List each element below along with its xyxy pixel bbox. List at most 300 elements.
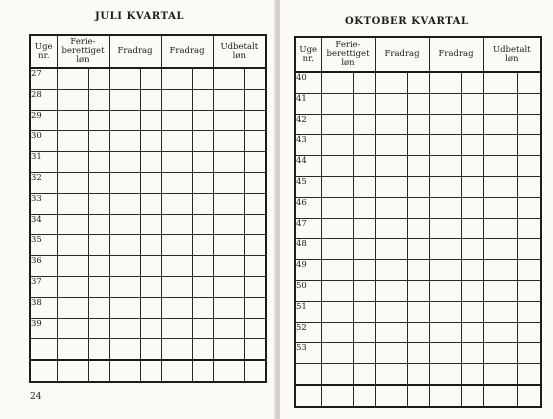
totals-row: [295, 385, 541, 407]
amount-kroner-cell[interactable]: [161, 152, 192, 173]
amount-kroner-cell[interactable]: [161, 68, 192, 89]
header-label: Udbetalt løn: [220, 41, 259, 61]
amount-ore-cell[interactable]: [407, 260, 429, 281]
amount-ore-cell[interactable]: [353, 301, 375, 322]
amount-ore-cell[interactable]: [353, 114, 375, 135]
week-number: 28: [31, 89, 42, 100]
amount-ore-cell[interactable]: [461, 135, 483, 156]
amount-kroner-cell[interactable]: [429, 343, 461, 364]
amount-ore-cell[interactable]: [244, 235, 266, 256]
amount-ore-cell[interactable]: [244, 89, 266, 110]
amount-kroner-cell[interactable]: [109, 152, 140, 173]
amount-ore-cell[interactable]: [140, 297, 161, 318]
amount-kroner-cell[interactable]: [57, 131, 88, 152]
amount-ore-cell[interactable]: [407, 93, 429, 114]
amount-kroner-cell[interactable]: [429, 280, 461, 301]
amount-ore-cell[interactable]: [353, 135, 375, 156]
spacer-cell: [353, 364, 375, 385]
amount-ore-cell[interactable]: [244, 276, 266, 297]
amount-kroner-cell[interactable]: [109, 318, 140, 339]
amount-kroner-cell[interactable]: [375, 280, 407, 301]
amount-ore-cell[interactable]: [461, 280, 483, 301]
amount-kroner-cell[interactable]: [213, 276, 244, 297]
table-row: [295, 343, 541, 364]
amount-ore-cell[interactable]: [461, 197, 483, 218]
amount-ore-cell[interactable]: [517, 322, 541, 343]
amount-kroner-cell[interactable]: [161, 131, 192, 152]
amount-kroner-cell[interactable]: [375, 322, 407, 343]
amount-kroner-cell[interactable]: [321, 135, 353, 156]
total-cell: [30, 360, 57, 382]
amount-kroner-cell[interactable]: [109, 214, 140, 235]
amount-ore-cell[interactable]: [140, 89, 161, 110]
amount-ore-cell[interactable]: [517, 301, 541, 322]
amount-ore-cell[interactable]: [244, 318, 266, 339]
week-number: 37: [31, 276, 42, 287]
amount-kroner-cell[interactable]: [483, 135, 517, 156]
week-number-cell: [295, 197, 321, 218]
amount-ore-cell[interactable]: [88, 214, 109, 235]
amount-kroner-cell[interactable]: [375, 176, 407, 197]
amount-kroner-cell[interactable]: [57, 214, 88, 235]
total-cell[interactable]: [109, 360, 140, 382]
spacer-cell: [517, 364, 541, 385]
week-number: 49: [296, 260, 307, 271]
amount-ore-cell[interactable]: [88, 110, 109, 131]
week-number-cell: [295, 239, 321, 260]
amount-kroner-cell[interactable]: [375, 114, 407, 135]
amount-kroner-cell[interactable]: [321, 156, 353, 177]
amount-kroner-cell[interactable]: [483, 176, 517, 197]
total-cell[interactable]: [407, 385, 429, 407]
amount-ore-cell[interactable]: [461, 114, 483, 135]
table-row: [295, 260, 541, 281]
amount-kroner-cell[interactable]: [483, 239, 517, 260]
amount-ore-cell[interactable]: [353, 197, 375, 218]
amount-ore-cell[interactable]: [88, 318, 109, 339]
amount-ore-cell[interactable]: [88, 89, 109, 110]
week-number: 52: [296, 322, 307, 333]
amount-kroner-cell[interactable]: [429, 114, 461, 135]
amount-ore-cell[interactable]: [140, 68, 161, 89]
total-cell[interactable]: [483, 385, 517, 407]
amount-ore-cell[interactable]: [140, 318, 161, 339]
amount-ore-cell[interactable]: [517, 156, 541, 177]
week-number: 38: [31, 297, 42, 308]
header-deduction-2: [429, 37, 483, 72]
header-label: Uge nr.: [34, 41, 53, 61]
amount-kroner-cell[interactable]: [109, 256, 140, 277]
amount-ore-cell[interactable]: [407, 343, 429, 364]
amount-kroner-cell[interactable]: [375, 156, 407, 177]
spacer-cell: [140, 339, 161, 360]
amount-kroner-cell[interactable]: [429, 72, 461, 93]
amount-ore-cell[interactable]: [192, 152, 213, 173]
amount-kroner-cell[interactable]: [429, 301, 461, 322]
totals-row: [30, 360, 266, 382]
amount-kroner-cell[interactable]: [321, 176, 353, 197]
week-number-cell: [30, 276, 57, 297]
amount-kroner-cell[interactable]: [483, 156, 517, 177]
total-cell[interactable]: [244, 360, 266, 382]
amount-kroner-cell[interactable]: [109, 110, 140, 131]
header-deduction-1: [109, 35, 161, 68]
amount-ore-cell[interactable]: [88, 152, 109, 173]
amount-ore-cell[interactable]: [517, 135, 541, 156]
amount-ore-cell[interactable]: [461, 218, 483, 239]
amount-ore-cell[interactable]: [461, 176, 483, 197]
amount-ore-cell[interactable]: [353, 280, 375, 301]
amount-kroner-cell[interactable]: [161, 172, 192, 193]
amount-kroner-cell[interactable]: [213, 110, 244, 131]
amount-ore-cell[interactable]: [353, 218, 375, 239]
week-number-cell: [295, 176, 321, 197]
total-cell[interactable]: [517, 385, 541, 407]
amount-kroner-cell[interactable]: [483, 260, 517, 281]
amount-ore-cell[interactable]: [461, 156, 483, 177]
table-row: [30, 193, 266, 214]
amount-kroner-cell[interactable]: [321, 93, 353, 114]
table-row: [295, 93, 541, 114]
right-page-title: OKTOBER KVARTAL: [345, 16, 469, 27]
amount-kroner-cell[interactable]: [321, 218, 353, 239]
amount-ore-cell[interactable]: [353, 343, 375, 364]
amount-kroner-cell[interactable]: [483, 72, 517, 93]
amount-ore-cell[interactable]: [517, 280, 541, 301]
week-number: 33: [31, 193, 42, 204]
total-cell[interactable]: [161, 360, 192, 382]
amount-ore-cell[interactable]: [517, 260, 541, 281]
week-number: 51: [296, 301, 307, 312]
amount-kroner-cell[interactable]: [57, 152, 88, 173]
amount-ore-cell[interactable]: [140, 172, 161, 193]
amount-kroner-cell[interactable]: [375, 218, 407, 239]
amount-kroner-cell[interactable]: [375, 301, 407, 322]
amount-kroner-cell[interactable]: [109, 172, 140, 193]
header-deduction-2: [161, 35, 213, 68]
oktober-quarter-rows: [295, 72, 541, 407]
amount-kroner-cell[interactable]: [429, 218, 461, 239]
amount-ore-cell[interactable]: [244, 214, 266, 235]
amount-kroner-cell[interactable]: [57, 297, 88, 318]
week-number-cell: [295, 343, 321, 364]
amount-kroner-cell[interactable]: [109, 89, 140, 110]
week-number-cell: [295, 156, 321, 177]
amount-ore-cell[interactable]: [244, 110, 266, 131]
amount-kroner-cell[interactable]: [161, 214, 192, 235]
amount-ore-cell[interactable]: [517, 93, 541, 114]
amount-ore-cell[interactable]: [407, 176, 429, 197]
table-row: [295, 135, 541, 156]
week-number-cell: [295, 218, 321, 239]
amount-ore-cell[interactable]: [517, 114, 541, 135]
spacer-row: [30, 339, 266, 360]
amount-ore-cell[interactable]: [461, 239, 483, 260]
amount-kroner-cell[interactable]: [321, 197, 353, 218]
amount-kroner-cell[interactable]: [213, 235, 244, 256]
amount-kroner-cell[interactable]: [429, 322, 461, 343]
amount-ore-cell[interactable]: [192, 172, 213, 193]
amount-kroner-cell[interactable]: [321, 301, 353, 322]
amount-ore-cell[interactable]: [517, 218, 541, 239]
amount-ore-cell[interactable]: [517, 239, 541, 260]
amount-ore-cell[interactable]: [88, 131, 109, 152]
amount-ore-cell[interactable]: [461, 72, 483, 93]
amount-kroner-cell[interactable]: [213, 131, 244, 152]
amount-ore-cell[interactable]: [192, 193, 213, 214]
total-cell[interactable]: [375, 385, 407, 407]
week-number: 30: [31, 131, 42, 142]
amount-kroner-cell[interactable]: [213, 172, 244, 193]
amount-kroner-cell[interactable]: [321, 239, 353, 260]
amount-kroner-cell[interactable]: [483, 322, 517, 343]
amount-ore-cell[interactable]: [192, 235, 213, 256]
amount-kroner-cell[interactable]: [109, 276, 140, 297]
week-number-cell: [30, 68, 57, 89]
week-number: 41: [296, 93, 307, 104]
header-week: [30, 35, 57, 68]
amount-kroner-cell[interactable]: [213, 68, 244, 89]
amount-kroner-cell[interactable]: [57, 68, 88, 89]
total-cell[interactable]: [140, 360, 161, 382]
amount-ore-cell[interactable]: [353, 93, 375, 114]
amount-ore-cell[interactable]: [407, 135, 429, 156]
amount-ore-cell[interactable]: [244, 68, 266, 89]
amount-ore-cell[interactable]: [140, 235, 161, 256]
week-number: 50: [296, 280, 307, 291]
amount-kroner-cell[interactable]: [321, 72, 353, 93]
amount-kroner-cell[interactable]: [161, 110, 192, 131]
amount-ore-cell[interactable]: [517, 176, 541, 197]
amount-ore-cell[interactable]: [88, 256, 109, 277]
total-cell[interactable]: [321, 385, 353, 407]
right-page: [280, 0, 553, 419]
amount-ore-cell[interactable]: [244, 152, 266, 173]
amount-kroner-cell[interactable]: [375, 260, 407, 281]
amount-ore-cell[interactable]: [244, 172, 266, 193]
amount-kroner-cell[interactable]: [483, 197, 517, 218]
amount-ore-cell[interactable]: [140, 276, 161, 297]
week-number-cell: [30, 193, 57, 214]
amount-kroner-cell[interactable]: [483, 114, 517, 135]
amount-kroner-cell[interactable]: [213, 256, 244, 277]
left-page-title: JULI KVARTAL: [95, 11, 185, 22]
amount-ore-cell[interactable]: [407, 322, 429, 343]
table-row: [295, 301, 541, 322]
total-cell[interactable]: [57, 360, 88, 382]
table-row: [295, 239, 541, 260]
amount-ore-cell[interactable]: [88, 235, 109, 256]
week-number-cell: [30, 318, 57, 339]
total-cell[interactable]: [429, 385, 461, 407]
header-payout: [483, 37, 541, 72]
amount-kroner-cell[interactable]: [213, 89, 244, 110]
amount-kroner-cell[interactable]: [57, 193, 88, 214]
total-cell[interactable]: [353, 385, 375, 407]
amount-ore-cell[interactable]: [407, 114, 429, 135]
week-number-cell: [30, 214, 57, 235]
amount-kroner-cell[interactable]: [213, 193, 244, 214]
amount-ore-cell[interactable]: [407, 197, 429, 218]
amount-ore-cell[interactable]: [192, 68, 213, 89]
amount-ore-cell[interactable]: [140, 131, 161, 152]
amount-ore-cell[interactable]: [461, 343, 483, 364]
table-row: [295, 176, 541, 197]
amount-kroner-cell[interactable]: [429, 239, 461, 260]
amount-ore-cell[interactable]: [88, 276, 109, 297]
amount-ore-cell[interactable]: [140, 110, 161, 131]
week-number-cell: [30, 256, 57, 277]
amount-ore-cell[interactable]: [407, 156, 429, 177]
amount-ore-cell[interactable]: [407, 301, 429, 322]
amount-ore-cell[interactable]: [140, 193, 161, 214]
week-number: 36: [31, 256, 42, 267]
amount-ore-cell[interactable]: [353, 322, 375, 343]
amount-ore-cell[interactable]: [407, 72, 429, 93]
amount-ore-cell[interactable]: [407, 218, 429, 239]
amount-ore-cell[interactable]: [353, 72, 375, 93]
table-row: [30, 235, 266, 256]
amount-ore-cell[interactable]: [407, 239, 429, 260]
amount-kroner-cell[interactable]: [321, 343, 353, 364]
amount-kroner-cell[interactable]: [429, 135, 461, 156]
table-row: [295, 72, 541, 93]
amount-ore-cell[interactable]: [140, 152, 161, 173]
amount-kroner-cell[interactable]: [161, 318, 192, 339]
spacer-cell: [192, 339, 213, 360]
amount-ore-cell[interactable]: [244, 193, 266, 214]
amount-kroner-cell[interactable]: [57, 276, 88, 297]
amount-kroner-cell[interactable]: [161, 193, 192, 214]
table-row: [30, 110, 266, 131]
amount-kroner-cell[interactable]: [161, 276, 192, 297]
table-row: [295, 156, 541, 177]
amount-ore-cell[interactable]: [461, 93, 483, 114]
amount-kroner-cell[interactable]: [375, 72, 407, 93]
amount-kroner-cell[interactable]: [483, 93, 517, 114]
amount-kroner-cell[interactable]: [213, 297, 244, 318]
amount-ore-cell[interactable]: [88, 172, 109, 193]
amount-ore-cell[interactable]: [140, 256, 161, 277]
amount-ore-cell[interactable]: [192, 318, 213, 339]
amount-ore-cell[interactable]: [517, 197, 541, 218]
amount-kroner-cell[interactable]: [213, 318, 244, 339]
amount-kroner-cell[interactable]: [321, 322, 353, 343]
amount-kroner-cell[interactable]: [109, 68, 140, 89]
amount-kroner-cell[interactable]: [109, 131, 140, 152]
amount-kroner-cell[interactable]: [429, 260, 461, 281]
amount-kroner-cell[interactable]: [57, 110, 88, 131]
amount-ore-cell[interactable]: [192, 256, 213, 277]
amount-ore-cell[interactable]: [88, 193, 109, 214]
week-number-cell: [295, 135, 321, 156]
header-week: [295, 37, 321, 72]
amount-kroner-cell[interactable]: [321, 280, 353, 301]
amount-kroner-cell[interactable]: [57, 235, 88, 256]
amount-ore-cell[interactable]: [461, 301, 483, 322]
amount-ore-cell[interactable]: [517, 72, 541, 93]
spacer-cell: [407, 364, 429, 385]
amount-ore-cell[interactable]: [192, 131, 213, 152]
amount-kroner-cell[interactable]: [375, 343, 407, 364]
amount-kroner-cell[interactable]: [109, 193, 140, 214]
amount-ore-cell[interactable]: [140, 214, 161, 235]
amount-ore-cell[interactable]: [192, 110, 213, 131]
amount-kroner-cell[interactable]: [161, 89, 192, 110]
amount-kroner-cell[interactable]: [57, 172, 88, 193]
amount-ore-cell[interactable]: [192, 297, 213, 318]
total-cell[interactable]: [461, 385, 483, 407]
amount-kroner-cell[interactable]: [109, 235, 140, 256]
spacer-cell: [109, 339, 140, 360]
table-row: [30, 68, 266, 89]
amount-kroner-cell[interactable]: [483, 301, 517, 322]
oktober-quarter-table: [294, 36, 542, 408]
amount-kroner-cell[interactable]: [161, 235, 192, 256]
amount-kroner-cell[interactable]: [429, 93, 461, 114]
amount-ore-cell[interactable]: [192, 276, 213, 297]
amount-kroner-cell[interactable]: [213, 214, 244, 235]
amount-ore-cell[interactable]: [353, 260, 375, 281]
amount-ore-cell[interactable]: [244, 131, 266, 152]
week-number: 35: [31, 235, 42, 246]
table-row: [30, 256, 266, 277]
amount-kroner-cell[interactable]: [375, 93, 407, 114]
juli-quarter-table: [29, 34, 267, 383]
week-number-cell: [295, 72, 321, 93]
header-deduction-1: [375, 37, 429, 72]
amount-ore-cell[interactable]: [353, 239, 375, 260]
amount-kroner-cell[interactable]: [429, 156, 461, 177]
amount-kroner-cell[interactable]: [375, 135, 407, 156]
amount-ore-cell[interactable]: [407, 280, 429, 301]
amount-kroner-cell[interactable]: [57, 256, 88, 277]
amount-kroner-cell[interactable]: [483, 343, 517, 364]
table-row: [30, 89, 266, 110]
amount-ore-cell[interactable]: [461, 260, 483, 281]
amount-ore-cell[interactable]: [353, 156, 375, 177]
amount-ore-cell[interactable]: [88, 68, 109, 89]
amount-ore-cell[interactable]: [192, 214, 213, 235]
total-cell[interactable]: [192, 360, 213, 382]
spacer-cell: [213, 339, 244, 360]
amount-ore-cell[interactable]: [192, 89, 213, 110]
amount-ore-cell[interactable]: [353, 176, 375, 197]
amount-kroner-cell[interactable]: [109, 297, 140, 318]
amount-ore-cell[interactable]: [88, 297, 109, 318]
amount-kroner-cell[interactable]: [483, 218, 517, 239]
amount-ore-cell[interactable]: [244, 256, 266, 277]
amount-ore-cell[interactable]: [517, 343, 541, 364]
amount-kroner-cell[interactable]: [429, 197, 461, 218]
total-cell[interactable]: [213, 360, 244, 382]
amount-kroner-cell[interactable]: [429, 176, 461, 197]
amount-kroner-cell[interactable]: [57, 318, 88, 339]
amount-kroner-cell[interactable]: [483, 280, 517, 301]
amount-kroner-cell[interactable]: [213, 152, 244, 173]
amount-kroner-cell[interactable]: [375, 197, 407, 218]
amount-kroner-cell[interactable]: [161, 297, 192, 318]
table-row: [295, 322, 541, 343]
amount-kroner-cell[interactable]: [321, 114, 353, 135]
amount-kroner-cell[interactable]: [375, 239, 407, 260]
amount-ore-cell[interactable]: [461, 322, 483, 343]
amount-kroner-cell[interactable]: [161, 256, 192, 277]
amount-kroner-cell[interactable]: [57, 89, 88, 110]
total-cell[interactable]: [88, 360, 109, 382]
amount-ore-cell[interactable]: [244, 297, 266, 318]
amount-kroner-cell[interactable]: [321, 260, 353, 281]
